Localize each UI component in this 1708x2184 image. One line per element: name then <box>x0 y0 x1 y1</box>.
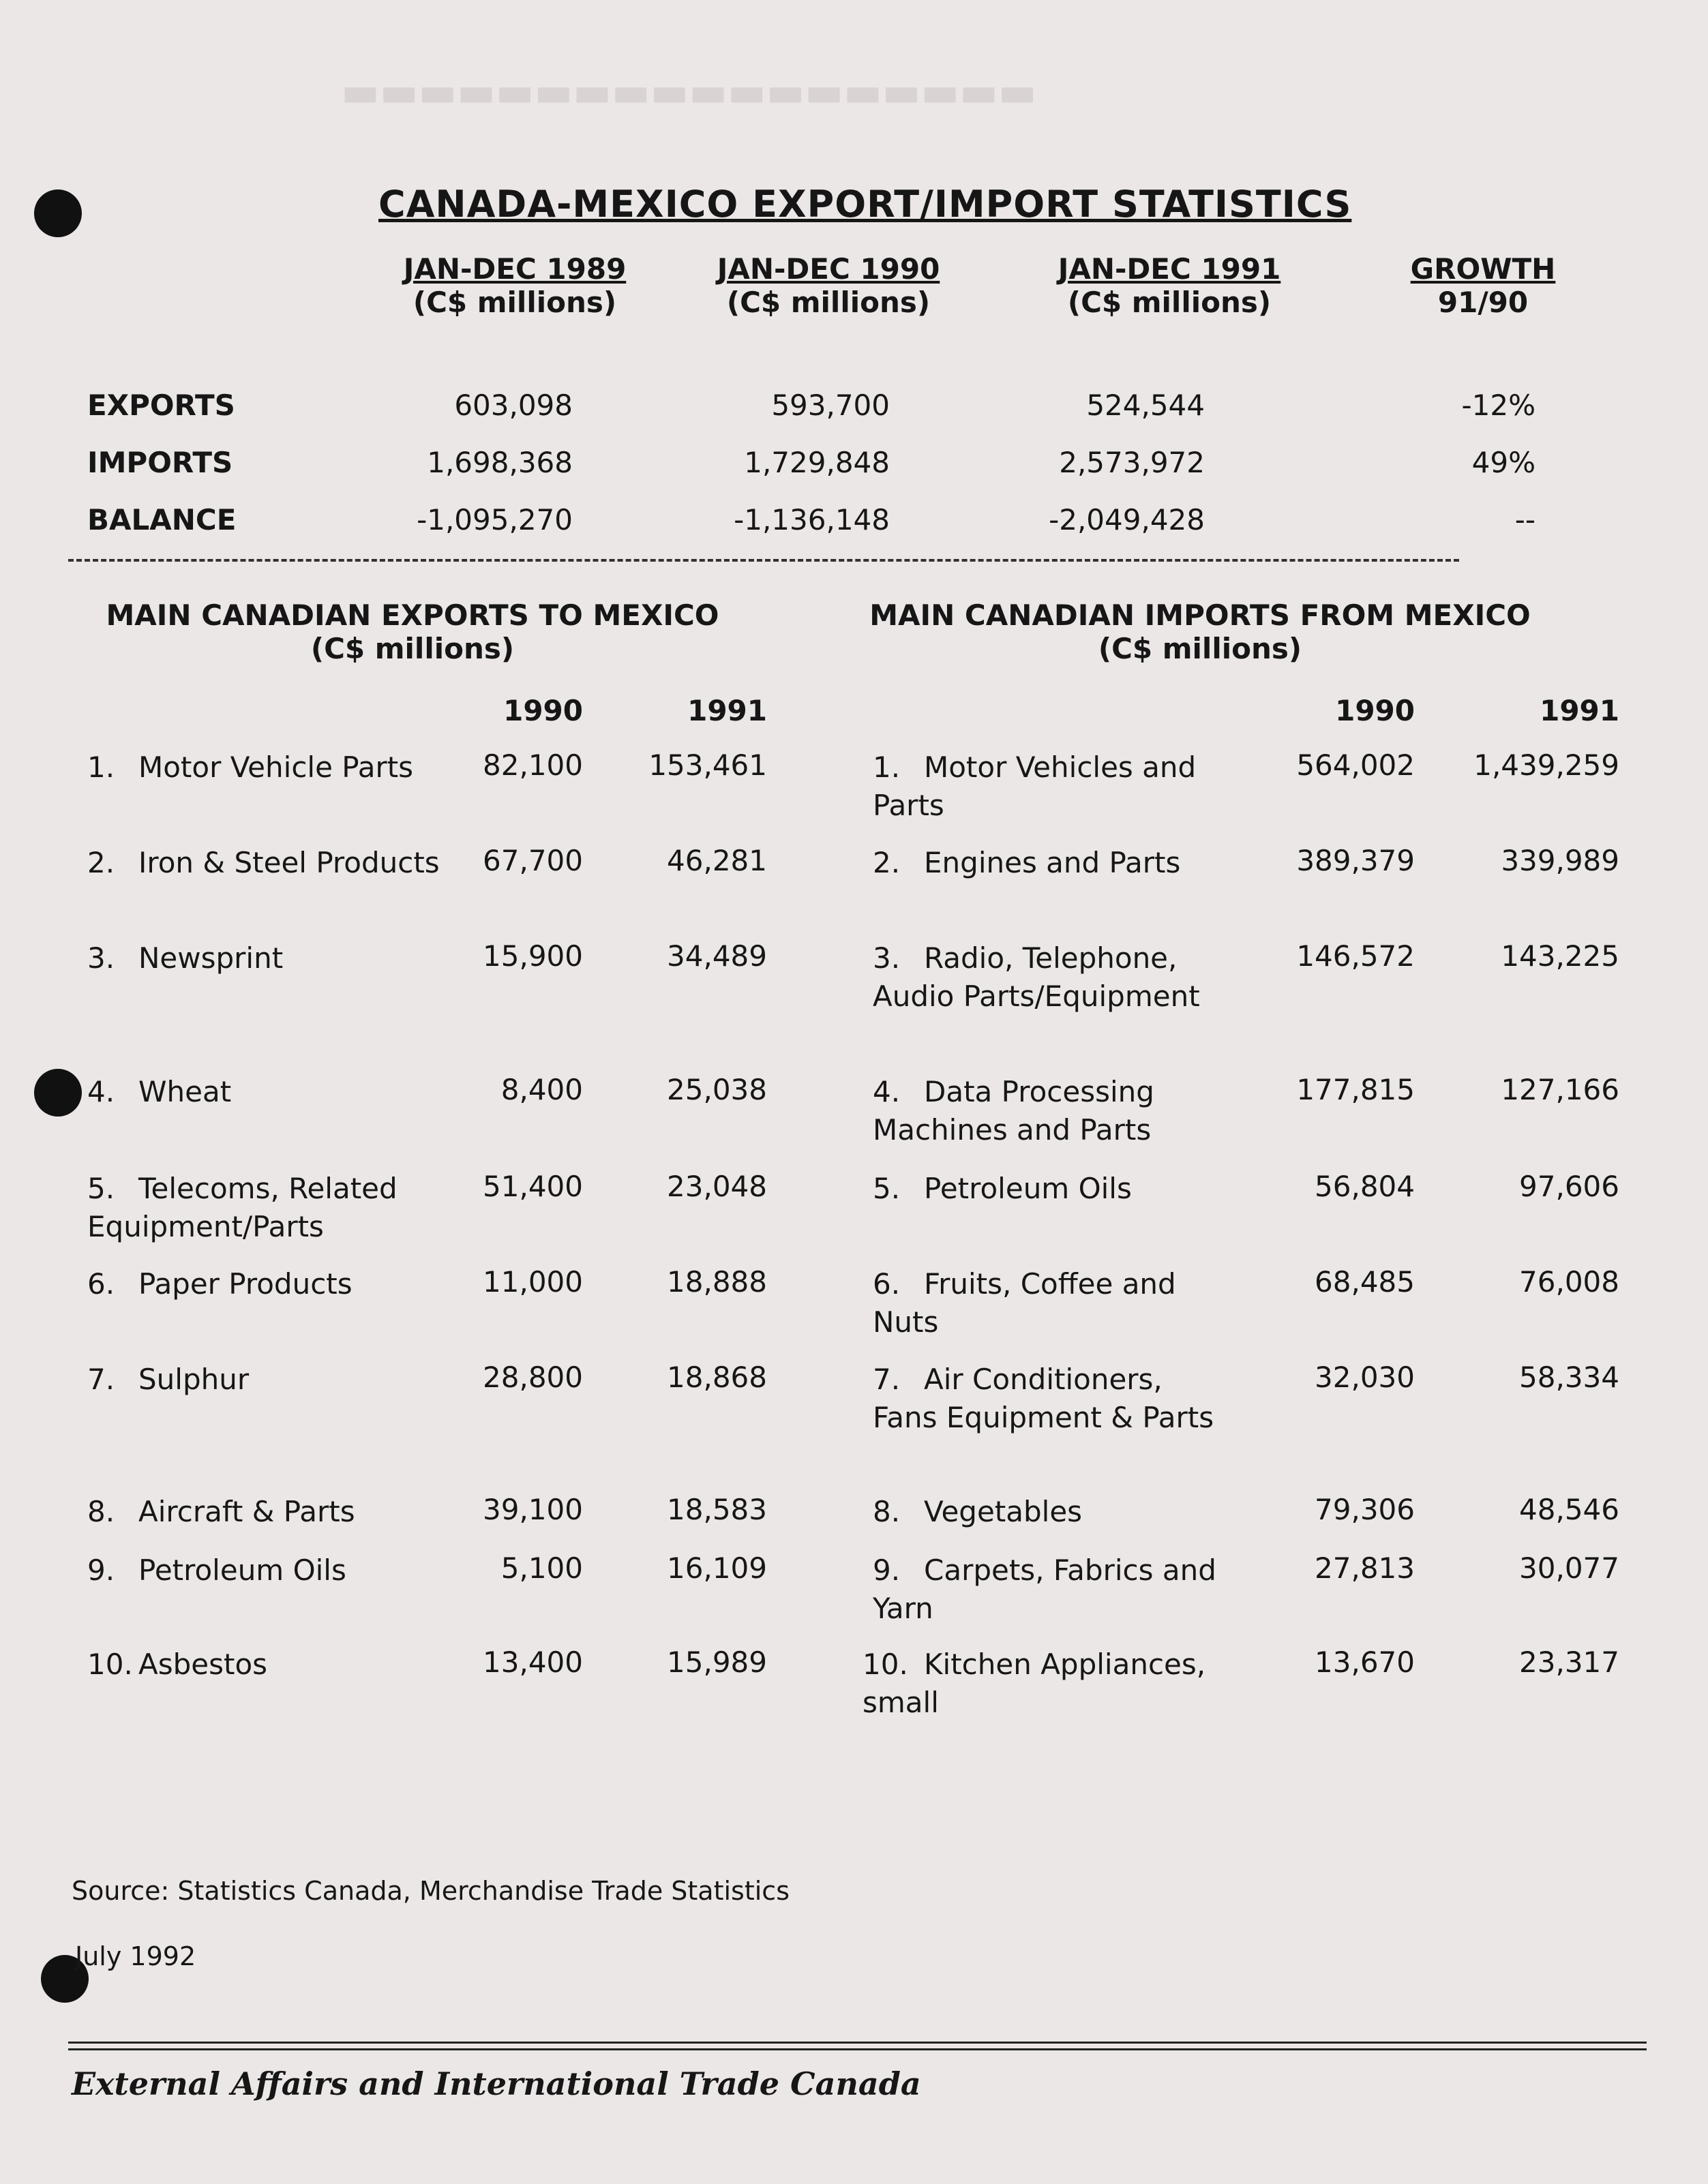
value-1991: 339,989 <box>1501 844 1619 877</box>
page-title: CANADA-MEXICO EXPORT/IMPORT STATISTICS <box>378 183 1352 226</box>
summary-col-1991 <box>1036 252 1302 319</box>
value-1990: 32,030 <box>1315 1361 1415 1394</box>
item-name: 10. Asbestos <box>87 1645 469 1684</box>
value-1990: 27,813 <box>1315 1551 1415 1585</box>
item-number: 2. <box>873 846 901 879</box>
value-1990: 564,002 <box>1296 748 1415 782</box>
value-1991: 18,888 <box>667 1265 767 1299</box>
item-number: 1. <box>87 750 115 784</box>
value-1990: 13,400 <box>483 1645 583 1679</box>
value-1991: 23,048 <box>667 1170 767 1203</box>
col-unit: 91/90 <box>1437 286 1529 319</box>
item-number: 7. <box>873 1363 901 1396</box>
value-1991: 25,038 <box>667 1073 767 1106</box>
item-number: 10. <box>87 1648 133 1681</box>
item-name: 9. Petroleum Oils <box>87 1551 469 1590</box>
source-note: Source: Statistics Canada, Merchandise Trade Statistics <box>72 1876 790 1906</box>
item-name: 6. Fruits, Coffee and Nuts <box>873 1265 1234 1341</box>
item-name: 10. Kitchen Appliances, small <box>863 1645 1234 1722</box>
value-1990: 389,379 <box>1296 844 1415 877</box>
item-number: 3. <box>873 941 901 975</box>
item-number: 5. <box>87 1172 115 1205</box>
col-period: JAN-DEC 1989 <box>403 252 627 286</box>
footer-rule <box>68 2042 1647 2044</box>
item-number: 8. <box>87 1495 115 1528</box>
summary-col-1990 <box>695 252 961 319</box>
item-number: 1. <box>873 750 901 784</box>
value-1991: 46,281 <box>667 844 767 877</box>
value-1991: 30,077 <box>1519 1551 1619 1585</box>
item-number: 9. <box>873 1553 901 1587</box>
value-1991: 15,989 <box>667 1645 767 1679</box>
imports-year-1991: 1991 <box>1540 694 1619 727</box>
exports-heading <box>82 598 743 665</box>
value-1990: 28,800 <box>483 1361 583 1394</box>
imports-heading-title: MAIN CANADIAN IMPORTS FROM MEXICO <box>869 598 1531 632</box>
item-name: 1. Motor Vehicles and Parts <box>873 748 1234 825</box>
value-1991: 153,461 <box>648 748 767 782</box>
value-1990: 8,400 <box>500 1073 583 1106</box>
col-unit: (C$ millions) <box>726 286 931 319</box>
date-note: July 1992 <box>75 1941 196 1971</box>
col-unit: (C$ millions) <box>413 286 617 319</box>
value-1991: 34,489 <box>667 939 767 973</box>
value-1991: 143,225 <box>1501 939 1619 973</box>
value-1989: 603,098 <box>454 389 573 422</box>
item-name: 9. Carpets, Fabrics and Yarn <box>873 1551 1234 1628</box>
item-name: 8. Aircraft & Parts <box>87 1493 469 1531</box>
value-1991: 58,334 <box>1519 1361 1619 1394</box>
item-number: 3. <box>87 941 115 975</box>
item-number: 10. <box>863 1648 908 1681</box>
summary-col-growth <box>1391 252 1575 319</box>
value-1990: 67,700 <box>483 844 583 877</box>
col-period: JAN-DEC 1991 <box>1058 252 1281 286</box>
value-1990: 39,100 <box>483 1493 583 1526</box>
row-label: BALANCE <box>87 503 237 536</box>
value-1990: 13,670 <box>1315 1645 1415 1679</box>
value-1991: 18,583 <box>667 1493 767 1526</box>
value-1990: 56,804 <box>1315 1170 1415 1203</box>
value-1991: 18,868 <box>667 1361 767 1394</box>
item-name: 5. Petroleum Oils <box>873 1170 1234 1208</box>
exports-heading-unit: (C$ millions) <box>310 632 515 665</box>
value-1991: 48,546 <box>1519 1493 1619 1526</box>
value-1990: 82,100 <box>483 748 583 782</box>
item-name: 6. Paper Products <box>87 1265 469 1303</box>
col-period: JAN-DEC 1990 <box>717 252 940 286</box>
item-name: 2. Engines and Parts <box>873 844 1234 882</box>
value-1989: -1,095,270 <box>417 503 573 536</box>
item-number: 9. <box>87 1553 115 1587</box>
item-number: 6. <box>873 1267 901 1301</box>
item-number: 2. <box>87 846 115 879</box>
value-1990: 177,815 <box>1296 1073 1415 1106</box>
value-1990: 51,400 <box>483 1170 583 1203</box>
value-1991: -2,049,428 <box>1049 503 1205 536</box>
col-period: GROWTH <box>1410 252 1556 286</box>
exports-year-1990: 1990 <box>503 694 583 727</box>
item-number: 4. <box>87 1075 115 1108</box>
item-name: 3. Newsprint <box>87 939 469 977</box>
item-name: 4. Data Processing Machines and Parts <box>873 1073 1234 1149</box>
value-1989: 1,698,368 <box>427 446 573 479</box>
item-number: 7. <box>87 1363 115 1396</box>
item-name: 5. Telecoms, Related Equipment/Parts <box>87 1170 469 1246</box>
value-1991: 524,544 <box>1086 389 1205 422</box>
value-1990: 79,306 <box>1315 1493 1415 1526</box>
item-number: 4. <box>873 1075 901 1108</box>
summary-col-1989 <box>382 252 648 319</box>
hole-punch <box>34 1069 82 1117</box>
item-name: 1. Motor Vehicle Parts <box>87 748 469 787</box>
value-1990: 146,572 <box>1296 939 1415 973</box>
value-1990: 593,700 <box>771 389 890 422</box>
imports-heading <box>845 598 1555 665</box>
exports-year-1991: 1991 <box>687 694 767 727</box>
footer-agency: External Affairs and International Trade Canada <box>72 2065 921 2102</box>
value-1990: -1,136,148 <box>734 503 890 536</box>
item-name: 8. Vegetables <box>873 1493 1234 1531</box>
value-1990: 1,729,848 <box>744 446 890 479</box>
col-unit: (C$ millions) <box>1067 286 1272 319</box>
value-1991: 2,573,972 <box>1059 446 1205 479</box>
value-1991: 76,008 <box>1519 1265 1619 1299</box>
hole-punch <box>34 189 82 237</box>
imports-year-1990: 1990 <box>1335 694 1415 727</box>
item-number: 8. <box>873 1495 901 1528</box>
bleed-through-text: ▬▬▬▬▬▬▬▬▬▬▬▬▬▬▬▬▬▬ <box>341 68 1037 116</box>
value-growth: -- <box>1514 503 1535 536</box>
value-1990: 11,000 <box>483 1265 583 1299</box>
item-number: 6. <box>87 1267 115 1301</box>
item-name: 7. Sulphur <box>87 1361 469 1399</box>
item-number: 5. <box>873 1172 901 1205</box>
value-1990: 5,100 <box>500 1551 583 1585</box>
dashed-divider <box>68 559 1459 562</box>
footer-rule <box>68 2048 1647 2050</box>
item-name: 3. Radio, Telephone, Audio Parts/Equipment <box>873 939 1234 1016</box>
value-1990: 68,485 <box>1315 1265 1415 1299</box>
value-1991: 16,109 <box>667 1551 767 1585</box>
value-1991: 1,439,259 <box>1473 748 1619 782</box>
imports-heading-unit: (C$ millions) <box>1098 632 1302 665</box>
value-growth: 49% <box>1471 446 1535 479</box>
item-name: 2. Iron & Steel Products <box>87 844 469 882</box>
row-label: IMPORTS <box>87 446 233 479</box>
item-name: 7. Air Conditioners, Fans Equipment & Parts <box>873 1361 1234 1437</box>
value-1990: 15,900 <box>483 939 583 973</box>
item-name: 4. Wheat <box>87 1073 469 1111</box>
exports-heading-title: MAIN CANADIAN EXPORTS TO MEXICO <box>106 598 719 632</box>
value-1991: 127,166 <box>1501 1073 1619 1106</box>
value-1991: 97,606 <box>1519 1170 1619 1203</box>
row-label: EXPORTS <box>87 389 235 422</box>
value-growth: -12% <box>1461 389 1535 422</box>
value-1991: 23,317 <box>1519 1645 1619 1679</box>
